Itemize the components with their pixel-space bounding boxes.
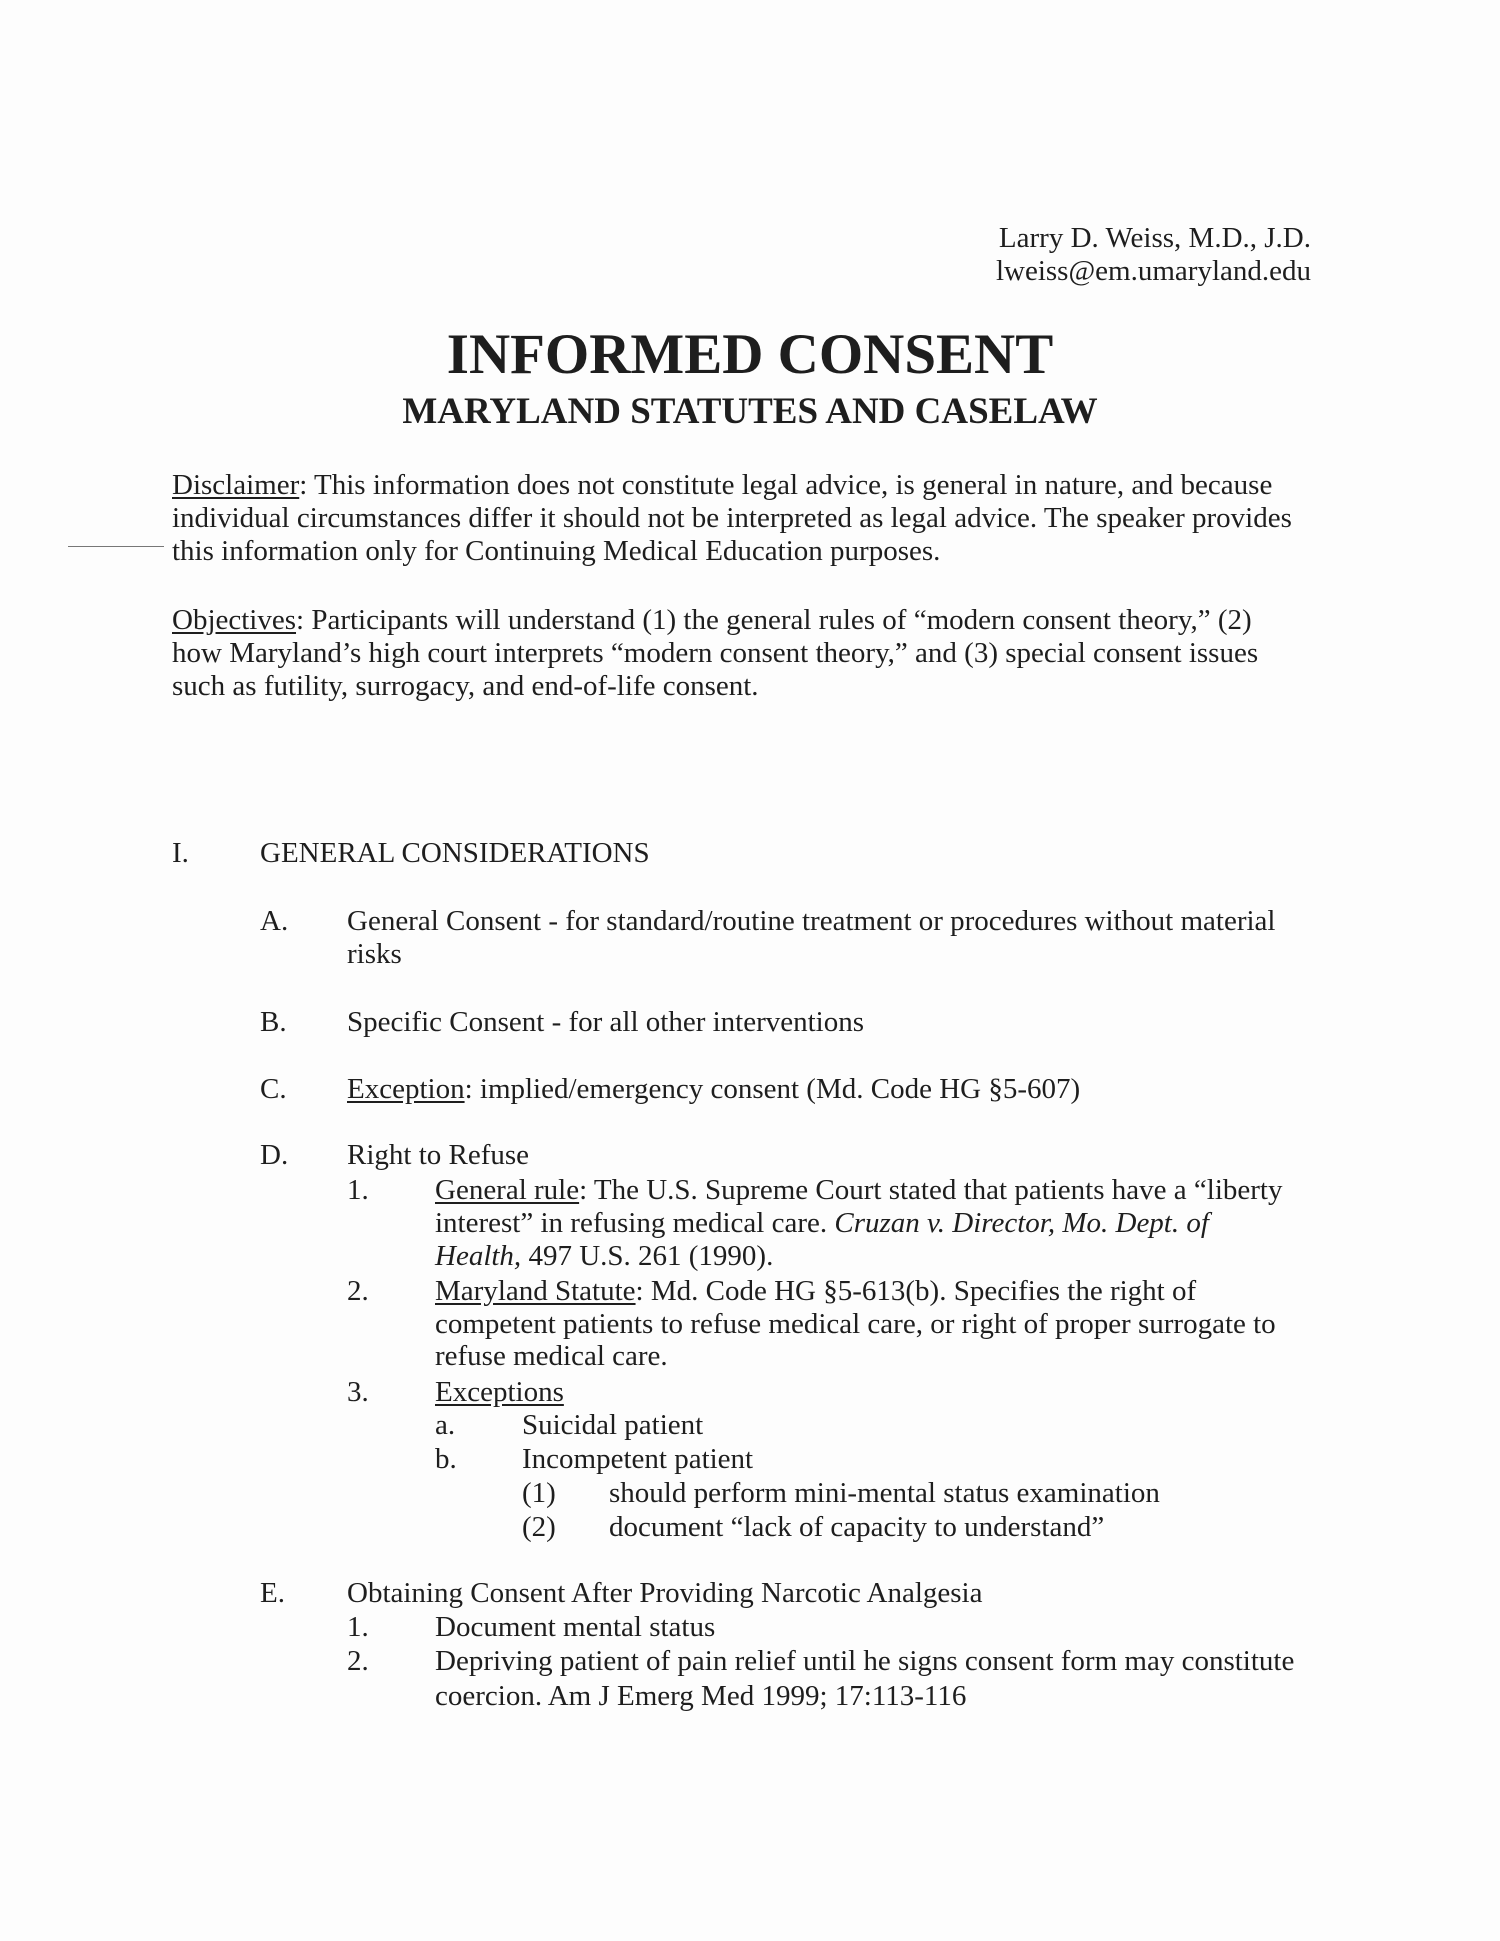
d1-text: : The U.S. Supreme Court stated that patients have a “liberty (579, 1174, 1283, 1206)
d2-line-3: refuse medical care. (435, 1340, 668, 1372)
author-name: Larry D. Weiss, M.D., J.D. (998, 222, 1311, 254)
case-citation: Cruzan v. Director, Mo. Dept. of (834, 1207, 1209, 1239)
d3-number: 3. (347, 1376, 369, 1408)
item-c-body: : implied/emergency consent (Md. Code HG §5-607) (464, 1073, 1081, 1105)
margin-mark (68, 546, 164, 547)
author-email: lweiss@em.umaryland.edu (995, 255, 1311, 287)
disclaimer-line-1 (172, 469, 1272, 502)
d1-label: General rule (435, 1174, 580, 1206)
item-b-number: B. (260, 1006, 287, 1038)
d2-label: Maryland Statute (435, 1275, 636, 1307)
d1-text-2: interest” in refusing medical care. (435, 1207, 835, 1239)
page-title: INFORMED CONSENT (446, 323, 1054, 386)
disclaimer-line-2: individual circumstances differ it should not be interpreted as legal advice. The speaker provides (172, 502, 1292, 534)
d3b-sub2-number: (2) (522, 1511, 556, 1543)
item-c-number: C. (260, 1073, 287, 1105)
disclaimer-line-3: this information only for Continuing Medical Education purposes. (172, 535, 941, 567)
d2-line-2: competent patients to refuse medical care, or right of proper surrogate to (435, 1308, 1276, 1340)
item-c-label: Exception (347, 1073, 465, 1105)
d2-text: : Md. Code HG §5-613(b). Specifies the right of (635, 1275, 1197, 1307)
item-e-number: E. (260, 1577, 285, 1609)
case-citation-cont: Health, (435, 1240, 522, 1272)
e2-line-2: coercion. Am J Emerg Med 1999; 17:113-116 (435, 1680, 967, 1712)
d3a-letter: a. (435, 1409, 456, 1441)
e1-text: Document mental status (435, 1611, 716, 1643)
d2-line-1 (435, 1275, 1196, 1308)
page-subtitle: MARYLAND STATUTES AND CASELAW (402, 391, 1098, 432)
section-number: I. (172, 837, 189, 869)
objectives-line-1 (172, 604, 1252, 637)
d1-line-2 (435, 1207, 1209, 1240)
d3b-text: Incompetent patient (522, 1443, 754, 1475)
item-d-number: D. (260, 1139, 289, 1171)
item-e-heading: Obtaining Consent After Providing Narcotic Analgesia (347, 1577, 983, 1609)
d1-line-1 (435, 1174, 1282, 1207)
disclaimer-label: Disclaimer (172, 469, 300, 501)
d3a-text: Suicidal patient (522, 1409, 704, 1441)
d1-number: 1. (347, 1174, 369, 1206)
objectives-line-2: how Maryland’s high court interprets “modern consent theory,” and (3) special consent issues (172, 637, 1259, 669)
disclaimer-text: : This information does not constitute legal advice, is general in nature, and because (299, 469, 1273, 501)
section-heading: GENERAL CONSIDERATIONS (260, 837, 650, 869)
d3-label: Exceptions (435, 1376, 564, 1408)
e1-number: 1. (347, 1611, 369, 1643)
objectives-line-3: such as futility, surrogacy, and end-of-life consent. (172, 670, 759, 702)
d3b-letter: b. (435, 1443, 457, 1475)
d2-number: 2. (347, 1275, 369, 1307)
e2-line-1: Depriving patient of pain relief until he signs consent form may constitute (435, 1645, 1295, 1677)
citation-reporter: 497 U.S. 261 (1990). (521, 1240, 774, 1272)
objectives-label: Objectives (172, 604, 297, 636)
d3b-sub1-number: (1) (522, 1477, 556, 1509)
item-d-heading: Right to Refuse (347, 1139, 530, 1171)
item-a-text-cont: risks (347, 938, 402, 970)
d3b-sub1-text: should perform mini-mental status examination (609, 1477, 1160, 1509)
item-b-text: Specific Consent - for all other interventions (347, 1006, 865, 1038)
item-a-number: A. (260, 905, 289, 937)
e2-number: 2. (347, 1645, 369, 1677)
d3b-sub2-text: document “lack of capacity to understand” (609, 1511, 1105, 1543)
item-a-text: General Consent - for standard/routine treatment or procedures without material (347, 905, 1276, 937)
item-c-text (347, 1073, 1080, 1106)
d1-line-3 (435, 1240, 773, 1273)
objectives-text: : Participants will understand (1) the general rules of “modern consent theory,” (2) (296, 604, 1252, 636)
